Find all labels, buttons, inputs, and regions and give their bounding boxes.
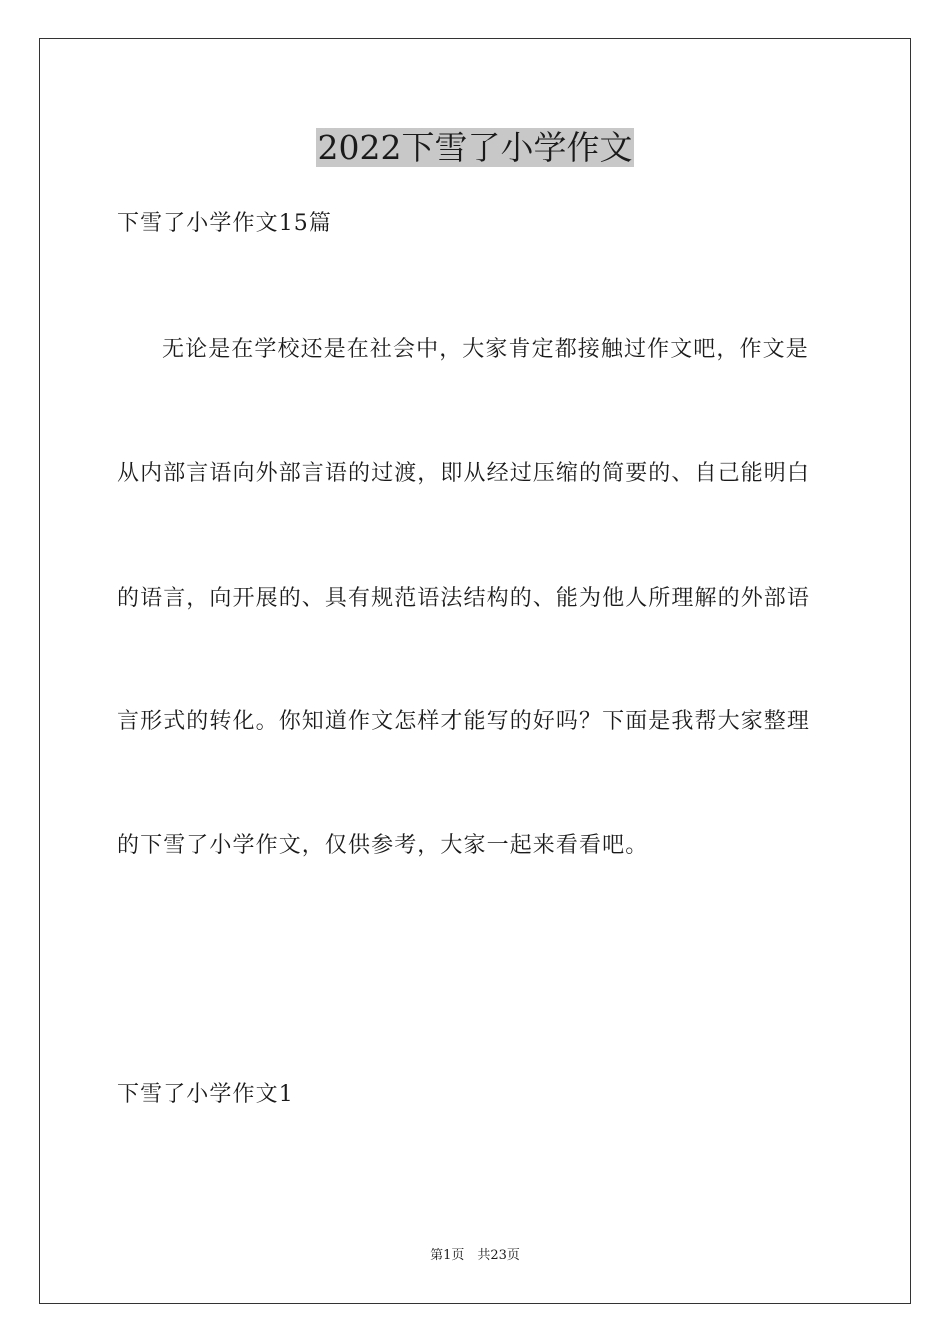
document-subtitle: 下雪了小学作文15篇 <box>117 211 332 236</box>
intro-line-3: 的语言，向开展的、具有规范语法结构的、能为他人所理解的外部语 <box>117 586 811 611</box>
intro-line-2: 从内部言语向外部言语的过渡，即从经过压缩的简要的、自己能明白 <box>117 461 811 486</box>
page-indicator: 第1页 共23页 <box>430 1248 520 1263</box>
section-heading: 下雪了小学作文1 <box>117 1082 294 1107</box>
document-title-text: 2022下雪了小学作文 <box>317 128 633 167</box>
intro-line-1: 无论是在学校还是在社会中，大家肯定都接触过作文吧，作文是 <box>162 337 809 362</box>
intro-line-5: 的下雪了小学作文，仅供参考，大家一起来看看吧。 <box>117 833 649 858</box>
intro-line-4: 言形式的转化。你知道作文怎样才能写的好吗？下面是我帮大家整理 <box>117 709 811 734</box>
document-title <box>0 126 950 170</box>
